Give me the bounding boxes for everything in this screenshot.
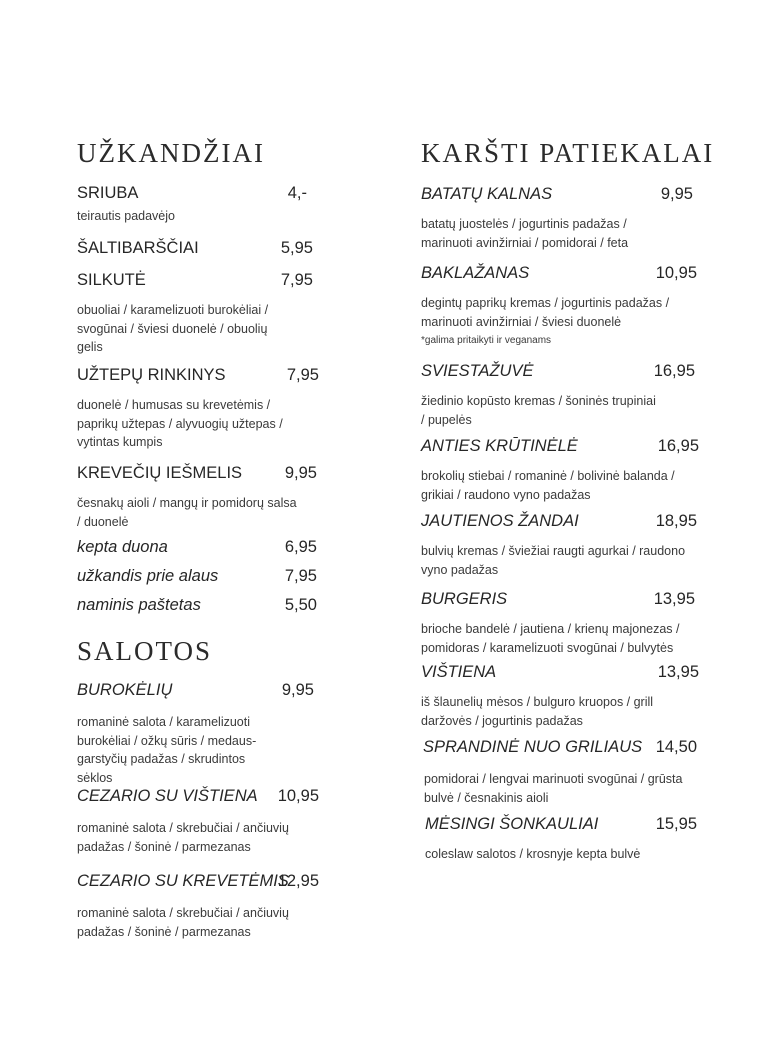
item-description: bulvių kremas / šviežiai raugti agurkai / raudono vyno padažas <box>421 544 686 577</box>
section-title-uzkandziai: UŽKANDŽIAI <box>77 138 265 168</box>
item-price: 16,95 <box>653 362 695 380</box>
item-name: ŠALTIBARŠČIAI <box>77 239 199 257</box>
menu-item-jautienos-zandai <box>421 512 711 579</box>
item-price: 5,95 <box>280 239 313 257</box>
item-price: 10,95 <box>277 787 319 805</box>
menu-item-cezario-vistiena <box>77 787 327 856</box>
item-name: CEZARIO SU VIŠTIENA <box>77 787 258 805</box>
item-description: žiedinio kopūsto kremas / šoninės trupiniai / pupelės <box>421 394 656 427</box>
item-price: 4,- <box>287 184 307 202</box>
item-description: degintų paprikų kremas / jogurtinis padažas / marinuoti avinžirniai / šviesi duonelė <box>421 296 670 329</box>
item-description: coleslaw salotos / krosnyje kepta bulvė <box>425 847 641 861</box>
item-name: KREVEČIŲ IEŠMELIS <box>77 464 243 482</box>
item-name: SPRANDINĖ NUO GRILIAUS <box>423 738 643 756</box>
item-price: 16,95 <box>657 437 699 455</box>
item-price: 14,50 <box>655 738 697 756</box>
item-price: 15,95 <box>655 815 697 833</box>
item-description: romaninė salota / skrebučiai / ančiuvių padažas / šoninė / parmezanas <box>77 821 289 854</box>
menu-item-naminis-pastetas <box>77 596 327 618</box>
menu-item-anties-krutinele <box>421 437 711 504</box>
item-price: 13,95 <box>657 663 699 681</box>
item-description: romaninė salota / karamelizuoti burokėliai / ožkų sūris / medaus-garstyčių padažas / skrudintos sėklos <box>77 715 257 785</box>
item-description: česnakų aioli / mangų ir pomidorų salsa / duonelė <box>77 496 297 529</box>
menu-item-vistiena <box>421 663 711 730</box>
item-description: obuoliai / karamelizuoti burokėliai / svogūnai / šviesi duonelė / obuolių gelis <box>77 303 269 354</box>
item-price: 12,95 <box>277 872 319 890</box>
item-description: brioche bandelė / jautiena / krienų majonezas / pomidoras / karamelizuoti svogūnai / bulvytės <box>421 622 680 655</box>
menu-item-sprandine-nuo-griliaus <box>421 738 711 807</box>
item-price: 7,95 <box>280 271 313 289</box>
item-price: 7,95 <box>284 567 317 585</box>
item-name: SVIESTAŽUVĖ <box>421 362 534 380</box>
item-name: kepta duona <box>77 538 168 556</box>
section-title-salotos: SALOTOS <box>77 636 213 666</box>
item-name: ANTIES KRŪTINĖLĖ <box>421 437 578 455</box>
item-price: 9,95 <box>284 464 317 482</box>
item-name: BURGERIS <box>421 590 508 608</box>
item-name: naminis paštetas <box>77 596 201 614</box>
item-price: 9,95 <box>660 185 693 203</box>
item-description: brokolių stiebai / romaninė / bolivinė balanda / grikiai / raudono vyno padažas <box>421 469 675 502</box>
menu-item-baklazanas <box>421 264 711 346</box>
menu-item-saltibarsciai <box>77 239 327 261</box>
menu-item-mesingi-sonkauliai <box>421 815 711 864</box>
item-price: 13,95 <box>653 590 695 608</box>
item-description: romaninė salota / skrebučiai / ančiuvių padažas / šoninė / parmezanas <box>77 906 289 939</box>
menu-item-sriuba <box>77 184 327 226</box>
item-description: teirautis padavėjo <box>77 209 175 223</box>
item-name: UŽTEPŲ RINKINYS <box>77 366 226 384</box>
menu-item-uzt-rinkinys <box>77 366 327 452</box>
item-name: JAUTIENOS ŽANDAI <box>421 512 579 530</box>
menu-item-uzkandis-prie-alaus <box>77 567 327 589</box>
item-description: duonelė / humusas su krevetėmis / paprikų užtepas / alyvuogių užtepas / vytintas kumpis <box>77 398 283 449</box>
item-description: batatų juostelės / jogurtinis padažas / marinuoti avinžirniai / pomidorai / feta <box>421 217 629 250</box>
item-name: VIŠTIENA <box>421 663 497 681</box>
item-name: CEZARIO SU KREVETĖMIS <box>77 872 289 890</box>
item-name: BUROKĖLIŲ <box>77 681 173 699</box>
item-price: 5,50 <box>284 596 317 614</box>
menu-item-silkute <box>77 271 327 357</box>
item-price: 7,95 <box>286 366 319 384</box>
menu-item-burokeliu <box>77 681 327 787</box>
item-description: pomidorai / lengvai marinuoti svogūnai / grūsta bulvė / česnakinis aioli <box>424 772 683 805</box>
item-price: 10,95 <box>655 264 697 282</box>
menu-item-kreveciu-iesmelis <box>77 464 327 531</box>
menu-item-cezario-krevetemis <box>77 872 327 941</box>
menu-item-batatu-kalnas <box>421 185 711 252</box>
vegan-note: *galima pritaikyti ir veganams <box>421 335 552 346</box>
item-price: 6,95 <box>284 538 317 556</box>
menu-item-kepta-duona <box>77 538 327 560</box>
item-price: 9,95 <box>281 681 314 699</box>
item-price: 18,95 <box>655 512 697 530</box>
item-name: SILKUTĖ <box>77 271 146 289</box>
menu-item-burgeris <box>421 590 711 657</box>
item-name: BAKLAŽANAS <box>421 264 530 282</box>
section-title-karsti-patiekalai: KARŠTI PATIEKALAI <box>421 138 715 168</box>
item-name: BATATŲ KALNAS <box>421 185 553 203</box>
item-name: MĖSINGI ŠONKAULIAI <box>425 815 599 833</box>
item-name: užkandis prie alaus <box>77 567 219 585</box>
menu-item-sviestazuve <box>421 362 711 429</box>
item-name: SRIUBA <box>77 184 139 202</box>
item-description: iš šlaunelių mėsos / bulguro kruopos / grill daržovės / jogurtinis padažas <box>421 695 654 728</box>
